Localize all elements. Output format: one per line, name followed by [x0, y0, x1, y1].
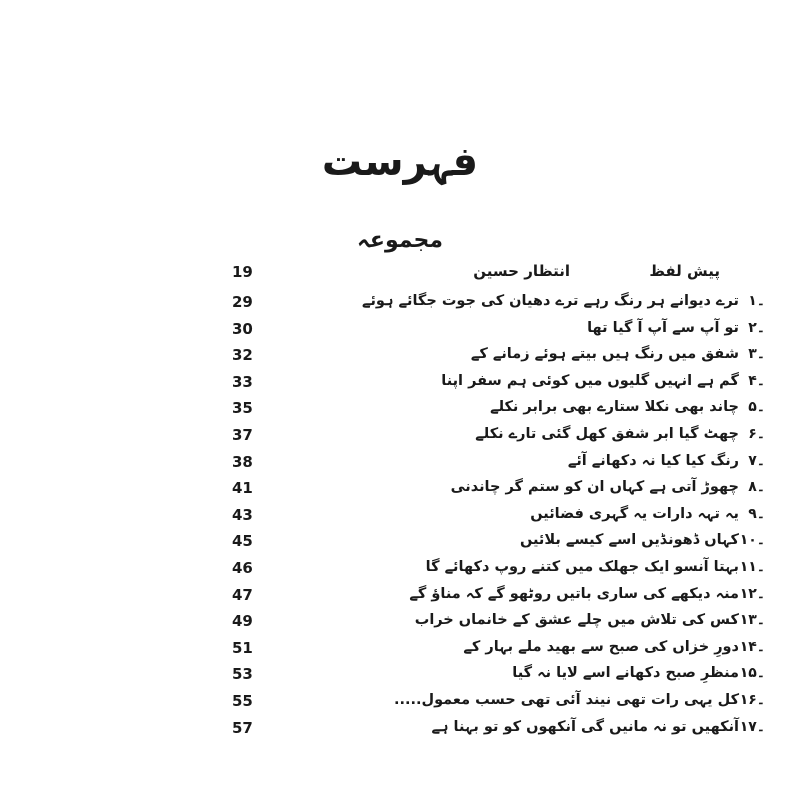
toc-entry-page-number: 49 [232, 612, 253, 630]
toc-entry [290, 315, 765, 342]
toc-entry-index: ۱۰۔ [739, 532, 765, 548]
section-title: مجموعہ [357, 228, 443, 253]
toc-entry [290, 687, 765, 714]
toc-entry-page-number: 38 [232, 453, 253, 471]
toc-entry-page-number: 55 [232, 692, 253, 710]
toc-entry-title: شفق میں رنگ ہیں بیتے ہوئے زمانے کے [470, 346, 739, 362]
toc-entry-page-number: 30 [232, 320, 253, 338]
toc-entry [290, 581, 765, 608]
toc-entry [290, 421, 765, 448]
toc-entry-title: رنگ کیا کیا نہ دکھانے آئے [567, 453, 739, 469]
toc-entry-title: ترے دیوانے ہر رنگ رہے ترے دھیان کی جوت جگائے ہوئے [361, 293, 739, 309]
preface-label: پیش لفظ [649, 262, 720, 280]
toc-entry-page-number: 46 [232, 559, 253, 577]
toc-entry-index: ۶۔ [748, 426, 765, 442]
toc-entry [290, 554, 765, 581]
toc-entry-index: ۵۔ [748, 399, 765, 415]
toc-entry-index: ۷۔ [748, 453, 765, 469]
toc-entry-page-number: 29 [232, 293, 253, 311]
toc-entry-page-number: 57 [232, 719, 253, 737]
preface-row [230, 258, 720, 288]
toc-entry-page-number: 53 [232, 665, 253, 683]
toc-entry [290, 448, 765, 475]
toc-entry-page-number: 41 [232, 479, 253, 497]
toc-entry-index: ۴۔ [748, 373, 765, 389]
toc-entry-index: ۱۵۔ [739, 665, 765, 681]
toc-entry [290, 607, 765, 634]
toc-entry-title: بہتا آنسو ایک جھلک میں کتنے روپ دکھائے گا [425, 559, 739, 575]
toc-entry-index: ۲۔ [748, 320, 765, 336]
toc-entry-index: ۸۔ [748, 479, 765, 495]
toc-entry [290, 394, 765, 421]
toc-entry [290, 660, 765, 687]
page-title: فہرست [321, 139, 479, 185]
preface-page-number: 19 [232, 263, 253, 281]
toc-entry-title: کہاں ڈھونڈیں اسے کیسے بلائیں [519, 532, 739, 548]
toc-entry-title: گم ہے انہیں گلیوں میں کوئی ہم سفر اپنا [441, 373, 739, 389]
toc-entry [290, 634, 765, 661]
toc-entry [290, 527, 765, 554]
toc-entry-page-number: 45 [232, 532, 253, 550]
toc-entry-page-number: 47 [232, 586, 253, 604]
toc-entry-title: کس کی تلاش میں چلے عشق کے خانماں خراب [414, 612, 739, 628]
toc-entry-page-number: 35 [232, 399, 253, 417]
toc-entry [290, 288, 765, 315]
toc-entry-title: تو آپ سے آپ آ گیا تھا [587, 320, 739, 336]
toc-entry-index: ۱۲۔ [739, 586, 765, 602]
toc-entry-title: چاند بھی نکلا ستارے بھی برابر نکلے [490, 399, 739, 415]
toc-entry-page-number: 37 [232, 426, 253, 444]
toc-entry [290, 714, 765, 741]
toc-entry-page-number: 43 [232, 506, 253, 524]
toc-entry-index: ۳۔ [748, 346, 765, 362]
toc-entry [290, 368, 765, 395]
toc-entry-title: آنکھیں تو نہ مانیں گی آنکھوں کو تو بہنا ہے [431, 719, 739, 735]
toc-entry-index: ۱۔ [748, 293, 765, 309]
toc-entry-index: ۱۴۔ [739, 639, 765, 655]
toc-entry-title: چھٹ گیا ابر شفق کھل گئی تارے نکلے [475, 426, 739, 442]
toc-entry-index: ۱۱۔ [739, 559, 765, 575]
toc-entry-page-number: 33 [232, 373, 253, 391]
toc-entry-title: منہ دیکھے کی ساری باتیں روٹھو گے کہ مناؤ گے [409, 586, 739, 602]
toc-entry-index: ۹۔ [748, 506, 765, 522]
toc-entry-title: یہ تہہ دارات یہ گہری فضائیں [530, 506, 739, 522]
toc-entry-page-number: 51 [232, 639, 253, 657]
toc-entry [290, 474, 765, 501]
toc-entry-title: دورِ خزاں کی صبح سے بھید ملے بہار کے [463, 639, 739, 655]
toc-entry-index: ۱۶۔ [739, 692, 765, 708]
toc-entry-page-number: 32 [232, 346, 253, 364]
toc-entry-title: کل یہی رات تھی نیند آئی تھی حسب معمول..... [393, 692, 739, 708]
toc-entry-index: ۱۷۔ [739, 719, 765, 735]
toc-entry-index: ۱۳۔ [739, 612, 765, 628]
toc-entry [290, 501, 765, 528]
preface-author: انتظار حسین [473, 262, 570, 280]
toc-entry [290, 341, 765, 368]
toc-entry-title: چھوڑ آتی ہے کہاں ان کو ستم گر چاندنی [450, 479, 739, 495]
toc-entry-title: منظرِ صبح دکھانے اسے لایا نہ گیا [512, 665, 739, 681]
